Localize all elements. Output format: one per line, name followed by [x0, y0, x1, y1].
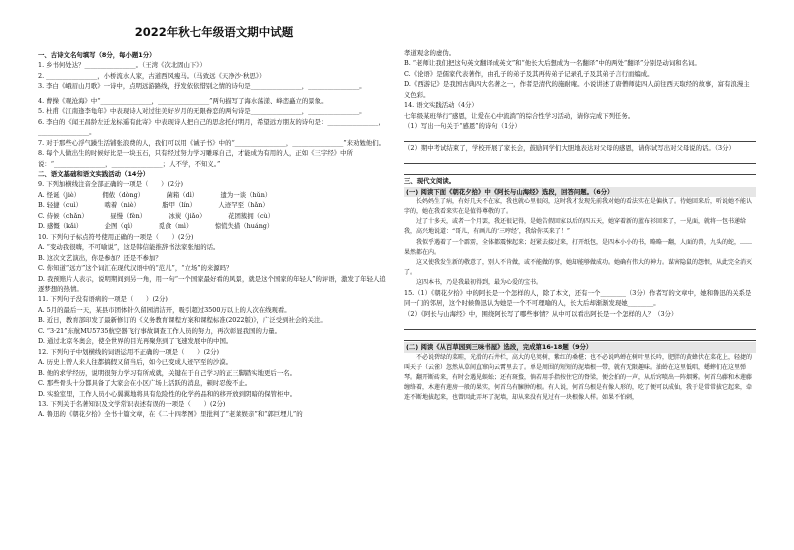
- passage-1-paragraph: 长妈妈生了病，有好几天不在家，我也就心里很闷，这时我才发现先前我对她的看法实在是偏执了。待她回来后，听说她不能认字的，她在我看来实在是值得尊敬的了。: [404, 198, 753, 216]
- question-12-option-a: A. 历史上曾人来人往都搞假又留当后，如今已变成人迹罕至的沙漠。: [38, 358, 233, 367]
- question-13-option-b: B. “老师让我们把这句英文翻译成英文”和“他长大后想成为一名翻译”中的两处“翻译”分别是动词和名词。: [404, 59, 701, 68]
- passage-1-paragraph: 过了十多天，或者一个月罢，我还很记得，是她告假回家以后的四五天，她穿着新的蓝布衫回来了，一见面，就将一包书递给我，高兴地说道：“哥儿，有画儿的‘三哼经’，我给你买来了！”: [404, 218, 747, 236]
- question-13-option-d: D.《西游记》是我国古典四大名著之一，作者是清代的施耐庵。小说讲述了唐僧师徒四人前往西天取经的故事，富有浪漫主义色彩。: [404, 80, 750, 99]
- question-14-part-2: （2）期中考试结束了，学校开展了家长会，鼓励同学们大胆地表达对父母的感恩，请你试写出对父母说的话。（3分）: [404, 144, 735, 153]
- answer-line[interactable]: [404, 132, 756, 142]
- answer-line[interactable]: [404, 319, 756, 329]
- question-7: 7. 对于那些心浮气躁生活铺张浪费的人，我们可以用《诫子书》中的“________________，________________”来劝勉他们。: [38, 138, 385, 147]
- question-10: 10. 下列句子标点符号使用正确的一项是（ ）(2分): [38, 232, 194, 241]
- question-13: 13. 下列关于名著知识及文学常识表述有误的一项是（ ）(2分): [38, 399, 226, 408]
- passage-2-heading: (二) 阅读《从百草园到三味书屋》选段，完成第16-18题（9分）: [404, 342, 756, 352]
- question-11-option-b: B. 近日，教育部印发了最新修订的《义务教育课程方案和课程标准(2022版)》，广泛受到社会的关注。: [38, 316, 327, 325]
- question-9-option-a: A. 怪诞（jiè） 佣侬（dòng） 菌箱（dì） 遗为一谈（hǔn）: [38, 190, 272, 199]
- question-12-option-d: D. 实验室里，工作人员小心翼翼地将具有危险性的化学药品和的移开放到阴暗的保管柜中。: [38, 389, 297, 398]
- question-11: 11. 下列句子没有语病的一项是（ ）(2分): [38, 295, 168, 304]
- question-9-option-c: C. 侍候（chǎn） 昼慢（fèn） 冰炭（jiǎo） 花团簇拥（cù）: [38, 211, 275, 220]
- question-12: 12. 下列句子中划横线的词语运用不正确的一项是（ ）(2分): [38, 347, 220, 356]
- question-9-option-d: D. 感慨（kǎi） 企图（qì） 觅食（mì） 惊慌失措（huáng）: [38, 222, 274, 231]
- question-15-part-2: （2）《阿长与山海经》中，围绕阿长写了哪些事情？从中可以看出阿长是一个怎样的人？（3分）: [404, 309, 678, 318]
- question-11-option-a: A. 5月的最后一天，某县市团体针久留园清洁开，吸引超过3500万以上的人次在线观看。: [38, 305, 291, 314]
- question-6: 6. 李白的《闻王昌龄左迁龙标遥有此寄》中表现诗人把自己的思念托付明月，希望远方朋友的诗句是：________________，________________。: [38, 117, 385, 137]
- left-column: [38, 50, 390, 420]
- section-2-heading: 二、语文基础和语文实践活动（14分）: [38, 169, 150, 178]
- passage-1-paragraph: 我似乎遇着了一个霹雳，全体都震悚起来；赶紧去接过来，打开纸包，是四本小小的书，略略一翻，人面的兽，九头的蛇，……果然都在内。: [404, 238, 753, 256]
- question-15: 15.（1）《朝花夕拾》中的阿长是一个怎样的人，除了本文，还有一个________（3分）作者写的文章中，她和鲁迅的关系是同一门的邻居，这个时候鲁迅认为她是一个不可理喻的人，长大后却渐渐发现她________。: [404, 289, 752, 308]
- question-10-option-d: D. 我预赔片人表示，说明期间到另一角，用一句“一个国家最好看的风景，就是这个国家的年轻人”的评语，激发了年轻人追逐梦想的热情。: [38, 274, 386, 293]
- passage-1-heading: (一) 阅读下面《朝花夕拾》中《阿长与山海经》选段，回答问题。（6分）: [404, 187, 756, 197]
- answer-line[interactable]: [404, 331, 756, 341]
- question-10-option-a: A. “变动我很嗨，不可喻说”，这是韩信能推辞书法家张旭的话。: [38, 243, 220, 252]
- question-11-option-d: D. 通过北京冬奥会，使全世界的目光再聚焦到了飞速发展中的中国。: [38, 337, 233, 346]
- question-3: 3. 李白《峨眉山月歌》一诗中，点明远游路线，抒发依依惜别之情的诗句是________________，________________。: [38, 82, 366, 91]
- passage-1-paragraph: 这四本书，乃是我最初得到，最为心爱的宝书。: [416, 278, 543, 286]
- section-1-heading: 一、古诗文名句填写（8分，每小题1分）: [38, 51, 156, 59]
- question-10-option-b: B. 这次文艺演出，你是参加？还是不参加？: [38, 253, 162, 262]
- question-13-option-a-continued: 孝道观念的虚伪。: [404, 49, 456, 57]
- question-14-part-1: （1）写出一句关于“感恩”的诗句（1分）: [404, 122, 521, 131]
- answer-line[interactable]: [404, 153, 756, 163]
- question-2: 2. ________________，小桥流水人家，古道西风瘦马。（马致远《天净沙·秋思》）: [38, 71, 266, 80]
- passage-2-paragraph: 不必说碧绿的菜畦，光滑的石井栏，高大的皂荚树，紫红的桑椹；也不必说鸣蝉在树叶里长吟，肥胖的黄蜂伏在菜花上，轻捷的叫天子（云雀）忽然从草间直窜向云霄里去了。单是周围的短短的泥墙根一带，就有无限趣味。油蛉在这里低唱，蟋蟀们在这里弹琴。翻开断砖来，有时会遇见蜈蚣；还有斑蝥，倘若用手指按住它的脊梁，便会拍的一声，从后窍喷出一阵烟雾。何首乌藤和木莲藤缠络着，木莲有莲房一般的果实，何首乌有臃肿的根。有人说，何首乌根是有像人形的，吃了便可以成仙，我于是常常拔它起来，牵连不断地拔起来，也曾因此弄坏了泥墙，却从来没有见过有一块根像人样。如果不怕刺，: [404, 353, 753, 401]
- question-5: 5. 杜甫《江南逢李龟年》中表现诗人对过往美好岁月的无限眷恋的两句诗是________________，________________。: [38, 107, 366, 116]
- question-9-option-b: B. 轻捷（cuì） 啮着（niè） 脂甲（lín） 人迹罕至（hǎn）: [38, 201, 269, 210]
- page-title: 2022年秋七年级语文期中试题: [134, 25, 294, 39]
- question-12-option-c: C. 那些骨头十分都具备了大家会在小区广场上活跃的消息，顿时忍俊不止。: [38, 379, 252, 388]
- question-1: 1. 乡书何处达？________________。（王湾《次北固山下》）: [38, 61, 206, 70]
- question-11-option-c: C. “3·21”东航MU5735航空器飞行事故调查工作人员的努力，再次彰显我国的力量。: [38, 326, 282, 335]
- question-10-option-c: C. 你知道“远方”这个词汇在现代汉语中的“范儿”，“立场”的来源吗？: [38, 264, 233, 273]
- question-14: 14. 语文实践活动（4分）: [404, 101, 478, 110]
- question-13-option-a: A. 鲁迅的《朝花夕拾》全书十篇文章，在《二十四孝图》里批判了“老莱娱亲”和“郭巨埋儿”的: [38, 410, 303, 419]
- right-column: [404, 48, 756, 403]
- question-14-intro: 七年级某班举行“感恩，让爱在心中流淌”的综合性学习活动，请你完成下列任务。: [404, 111, 635, 120]
- question-12-option-b: B. 他的求学经历，说明很努力学习有所成就，关键在于自己学习的正三脚踏实地更后一名。: [38, 368, 296, 377]
- question-9: 9. 下列加横线注音全部正确的一项是（ ）(2分): [38, 180, 183, 189]
- answer-line[interactable]: [404, 165, 756, 175]
- question-4: 4. 曹操《观沧海》中“________________，________________”两句描写了海水荡漾、峰峦矗立的景象。: [38, 96, 328, 105]
- section-3-heading: 三、现代文阅读。: [404, 177, 456, 186]
- question-8: 8. 每个人做出生的时候好比是一块玉石，只有经过努力学习雕琢自己，才能成为有用的人，正如《三字经》中所说：“________________，________________；人不学，不知义。”: [38, 149, 353, 168]
- question-13-option-c: C.《论语》是儒家代表著作，由孔子的弟子及其再传弟子记录孔子及其弟子言行而编成。: [404, 69, 654, 78]
- passage-1-paragraph: 这又使我发生新的敬意了，别人不肯做，或不能做的事，她却能够做成功。她确有伟大的神力。谋害隐鼠的怨恨，从此完全消灭了。: [404, 258, 753, 276]
